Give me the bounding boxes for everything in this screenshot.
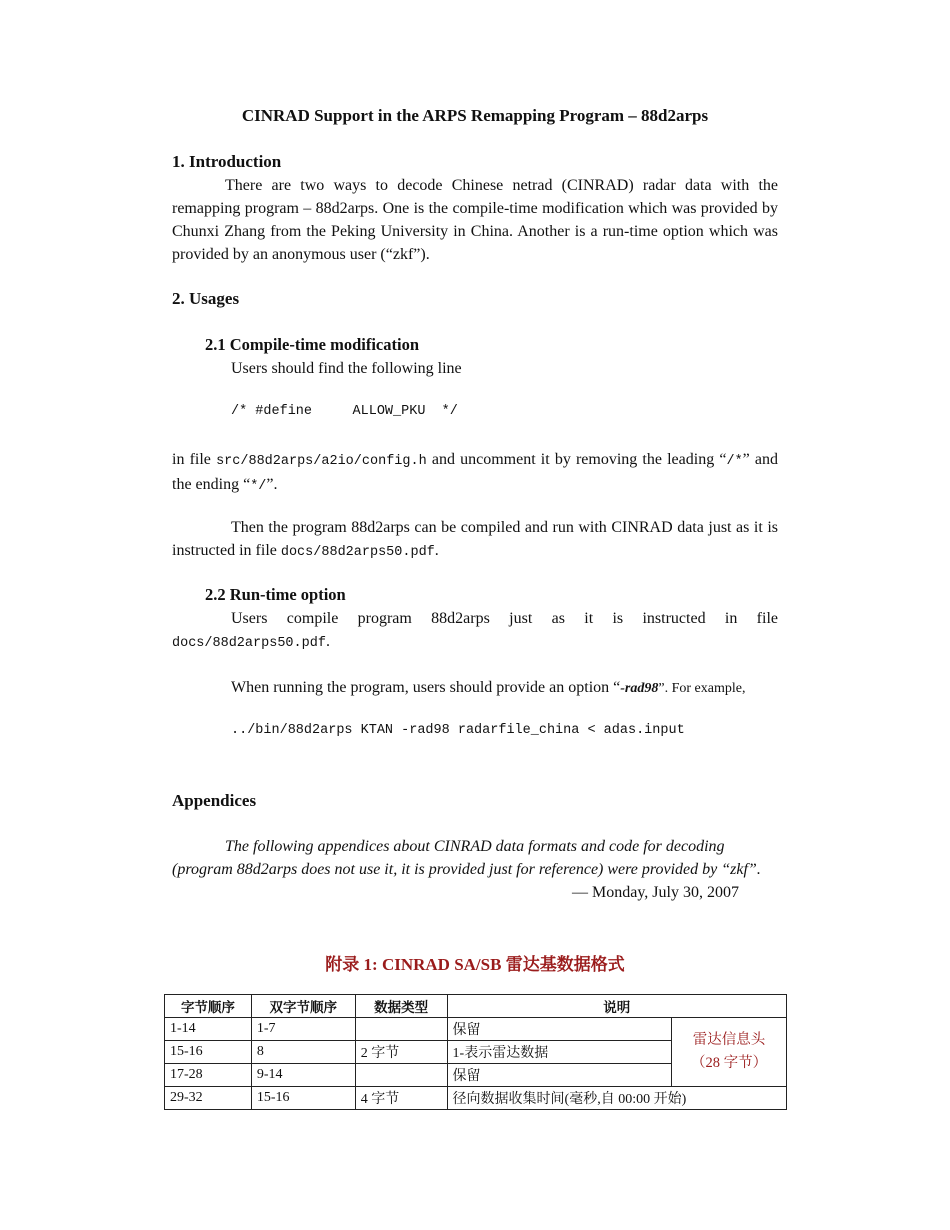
cell-byte: 17-28	[165, 1064, 252, 1087]
appendix1-title: 附录 1: CINRAD SA/SB 雷达基数据格式	[325, 955, 625, 974]
col-header-description: 说明	[447, 995, 786, 1018]
runtime-paragraph-2	[172, 676, 778, 700]
r2-pre: When running the program, users should provide an option “	[231, 679, 621, 696]
compile-code: /* #define ALLOW_PKU */	[231, 404, 458, 419]
cell-double-byte: 15-16	[251, 1087, 355, 1110]
p2-mid: and uncomment it by removing the leading “	[426, 451, 727, 468]
cell-byte: 29-32	[165, 1087, 252, 1110]
table-header-row	[165, 995, 787, 1018]
compile-paragraph-3	[172, 516, 778, 564]
p3-end: .	[434, 542, 439, 559]
docs-file-path-2: docs/88d2arps50.pdf	[172, 636, 326, 651]
runtime-code: ../bin/88d2arps KTAN -rad98 radarfile_china < adas.input	[231, 723, 685, 738]
cell-desc: 保留	[447, 1018, 672, 1041]
radar-format-table	[164, 994, 787, 1110]
appendices-date: — Monday, July 30, 2007	[572, 884, 739, 901]
runtime-heading: 2.2 Run-time option	[205, 585, 346, 604]
p2-pre: in file	[172, 451, 217, 468]
cell-double-byte: 8	[251, 1041, 355, 1064]
col-header-byte-order: 字节顺序	[165, 995, 252, 1018]
col-header-double-byte-order: 双字节顺序	[251, 995, 355, 1018]
usages-heading: 2. Usages	[172, 289, 240, 308]
intro-paragraph: There are two ways to decode Chinese netrad (CINRAD) radar data with the remapping program – 88d2arps. One is the compile-time modification which was provided by Chunxi Zhang from the Peking University in China. Another is a run-time option which was provided by an anonymous user (“zkf”).	[172, 177, 778, 263]
docs-file-path: docs/88d2arps50.pdf	[280, 545, 435, 560]
cell-desc: 保留	[447, 1064, 672, 1087]
document-title: CINRAD Support in the ARPS Remapping Program – 88d2arps	[241, 106, 709, 125]
comment-open-token: /*	[726, 454, 743, 469]
p3-pre: Then the program 88d2arps can be compiled and run with CINRAD data just as it is instructed in file	[172, 519, 778, 559]
radar-header-size: （28 字节）	[690, 1055, 768, 1071]
compile-line1: Users should find the following line	[231, 360, 462, 377]
cell-byte: 1-14	[165, 1018, 252, 1041]
col-header-data-type: 数据类型	[355, 995, 447, 1018]
cell-double-byte: 9-14	[251, 1064, 355, 1087]
intro-heading: 1. Introduction	[172, 152, 282, 171]
r1-pre: Users compile program 88d2arps just as it is instructed in file	[231, 610, 778, 627]
cell-desc: 径向数据收集时间(毫秒,自 00:00 开始)	[447, 1087, 786, 1110]
compile-heading: 2.1 Compile-time modification	[205, 335, 420, 354]
appendices-note: The following appendices about CINRAD data formats and code for decoding (program 88d2arps does not use it, it is provided just for reference) were provided by “zkf”.	[172, 838, 761, 878]
compile-paragraph-2	[172, 448, 778, 498]
rad98-option: -rad98	[620, 681, 659, 696]
config-file-path: src/88d2arps/a2io/config.h	[216, 454, 427, 469]
table-row	[165, 1087, 787, 1110]
r2-post: ”. For example,	[658, 681, 746, 696]
r1-end: .	[325, 633, 330, 650]
cell-desc: 1-表示雷达数据	[447, 1041, 672, 1064]
cell-type	[355, 1064, 447, 1087]
appendices-heading: Appendices	[172, 791, 257, 810]
runtime-paragraph-1	[172, 607, 778, 655]
cell-type	[355, 1018, 447, 1041]
cell-byte: 15-16	[165, 1041, 252, 1064]
cell-double-byte: 1-7	[251, 1018, 355, 1041]
radar-header-label: 雷达信息头	[692, 1032, 766, 1048]
comment-close-token: */	[250, 479, 267, 494]
cell-type: 4 字节	[355, 1087, 447, 1110]
p2-end: ”.	[266, 476, 278, 493]
p2-mid2: ” and the ending “	[172, 451, 779, 493]
table-row	[165, 1018, 787, 1041]
radar-header-group-cell	[672, 1018, 787, 1087]
cell-type: 2 字节	[355, 1041, 447, 1064]
